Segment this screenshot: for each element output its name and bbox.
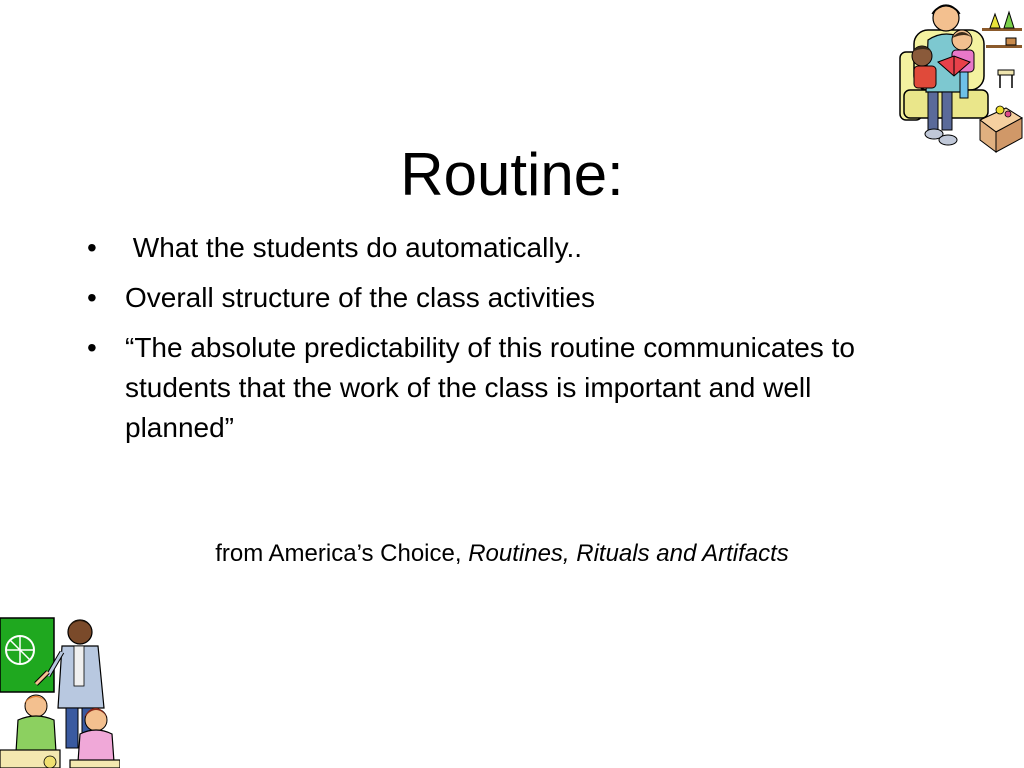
bullet-list — [85, 228, 925, 458]
bullet-item — [85, 328, 925, 448]
shelf — [982, 28, 1022, 31]
bullet-item — [85, 228, 925, 268]
citation-prefix: from America’s Choice, — [215, 540, 469, 567]
citation-source: Routines, Rituals and Artifacts — [468, 540, 789, 567]
bullet-text: “The absolute predictability of this routine communicates to students that the work of the class is important and well planned” — [125, 332, 855, 443]
bullet-marker: • — [87, 282, 97, 313]
teacher-classroom-clipart — [0, 612, 120, 768]
slide-title: Routine: — [400, 141, 624, 209]
bullet-text: What the students do automatically.. — [125, 232, 583, 263]
reading-story-clipart — [894, 0, 1024, 155]
chalkboard — [0, 618, 54, 692]
bullet-marker: • — [87, 332, 97, 363]
bullet-text: Overall structure of the class activities — [125, 282, 595, 313]
bullet-marker: • — [87, 232, 97, 263]
bullet-item — [85, 278, 925, 318]
citation — [0, 538, 1004, 570]
